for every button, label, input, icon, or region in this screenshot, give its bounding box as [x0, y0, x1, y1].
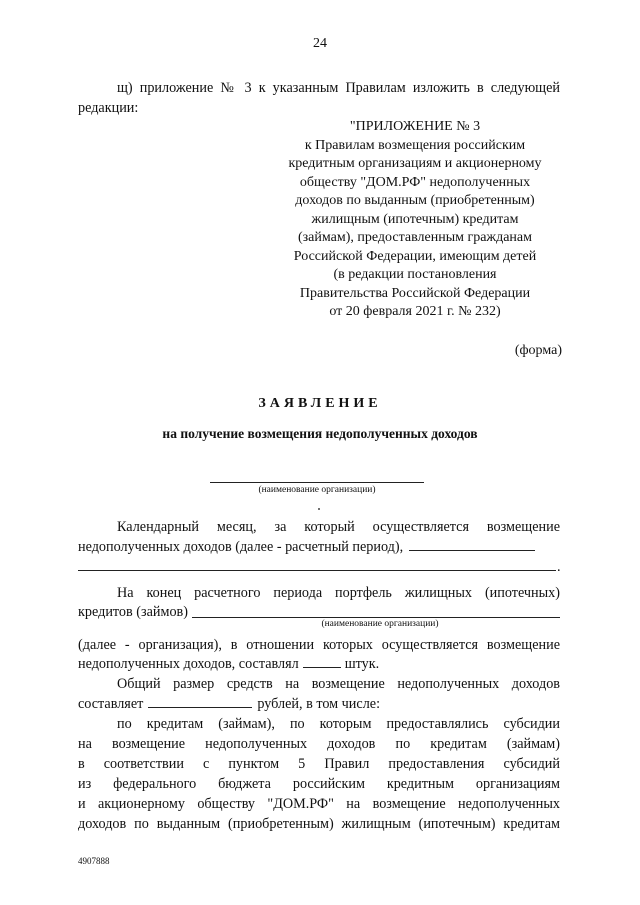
p2-line-4	[78, 654, 379, 674]
org-name-line	[210, 482, 424, 483]
stray-dot	[318, 508, 320, 510]
p2-line-3: (далее - организация), в отношении которых осуществляется возмещение	[78, 637, 560, 653]
appendix-line: обществу "ДОМ.РФ" недополученных	[299, 174, 531, 190]
p4-line-1: по кредитам (займам), по которым предоставлялись субсидии	[117, 716, 560, 732]
p1-line-2-text: недополученных доходов (далее - расчетный период),	[78, 539, 404, 555]
p2-line-4-end: штук.	[344, 656, 380, 672]
p4-line-6: доходов по выданным (приобретенным) жилищным (ипотечным) кредитам	[78, 816, 560, 832]
p1-line-2	[78, 537, 535, 557]
appendix-line: от 20 февраля 2021 г. № 232)	[329, 304, 501, 319]
org-name-caption: (наименование организации)	[258, 485, 376, 495]
period-blank	[409, 537, 535, 551]
intro-line-1: щ) приложение № 3 к указанным Правилам изложить в следующей	[117, 80, 560, 96]
appendix-header	[260, 118, 570, 322]
p4-line-3: в соответствии с пунктом 5 Правил предоставления субсидий	[78, 756, 560, 772]
p3-line-2-text: составляет	[78, 696, 144, 712]
appendix-line: (в редакции постановления	[333, 267, 497, 282]
appendix-line: к Правилам возмещения российским	[304, 137, 526, 153]
appendix-heading: "ПРИЛОЖЕНИЕ № 3	[349, 119, 481, 134]
p2-line-4-text: недополученных доходов, составлял	[78, 656, 299, 672]
org-portfolio-line	[192, 617, 560, 618]
p2-line-2: кредитов (займов)	[78, 604, 188, 620]
p3-line-1: Общий размер средств на возмещение недополученных доходов	[117, 676, 560, 692]
org-portfolio-caption: (наименование организации)	[321, 619, 439, 629]
p4-line-4: из федерального бюджета российским кредитным организациям	[78, 776, 560, 792]
p1-end: .	[557, 559, 561, 575]
appendix-line: Правительства Российской Федерации	[299, 285, 531, 301]
period-blank-line	[78, 570, 556, 571]
p3-line-2	[78, 694, 380, 714]
page-number: 24	[313, 36, 327, 51]
footer-code: 4907888	[78, 856, 110, 866]
appendix-line: кредитным организациям и акционерному	[288, 156, 542, 171]
document-title: ЗАЯВЛЕНИЕ	[258, 396, 382, 411]
document-subtitle: на получение возмещения недополученных доходов	[162, 426, 478, 441]
count-blank	[303, 654, 341, 668]
p3-line-2-end: рублей, в том числе:	[257, 696, 381, 712]
appendix-line: (займам), предоставленным гражданам	[297, 230, 532, 245]
appendix-line: Российской Федерации, имеющим детей	[293, 248, 537, 264]
p1-line-1: Календарный месяц, за который осуществляется возмещение	[117, 519, 560, 535]
appendix-line: доходов по выданным (приобретенным)	[295, 193, 535, 208]
p4-line-2: на возмещение недополученных доходов по кредитам (займам)	[78, 736, 560, 752]
p2-line-1: На конец расчетного периода портфель жилищных (ипотечных)	[117, 585, 560, 601]
intro-line-2: редакции:	[78, 100, 139, 116]
p4-line-5: и акционерному обществу "ДОМ.РФ" на возмещение недополученных	[78, 796, 560, 812]
amount-blank	[148, 694, 252, 708]
appendix-line: жилищным (ипотечным) кредитам	[311, 211, 519, 227]
form-label: (форма)	[514, 343, 562, 358]
